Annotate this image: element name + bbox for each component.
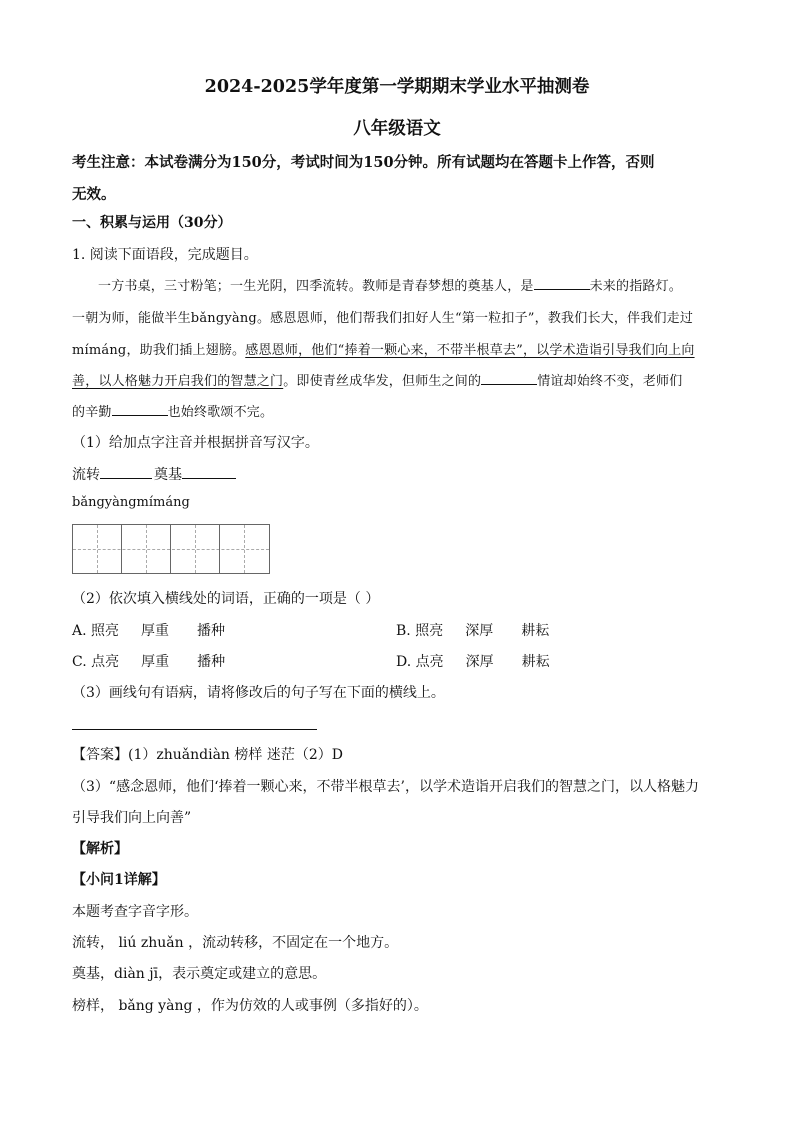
answer-line-1: 【答案】(1）zhuǎndiàn 榜样 迷茫（2）D xyxy=(72,747,343,763)
sub-question-3: （3）画线句有语病，请将修改后的句子写在下面的横线上。 xyxy=(72,685,445,701)
passage-text: 的辛勤 xyxy=(72,405,112,420)
underlined-sentence: 善，以人格魅力开启我们的智慧之门 xyxy=(72,374,284,389)
passage-line-3 xyxy=(72,339,695,358)
option-word: 深厚 xyxy=(465,623,494,639)
passage-text: 未来的指路灯。 xyxy=(589,279,683,294)
passage-text: 也始终歌颂不完。 xyxy=(167,405,274,420)
option-word: 播种 xyxy=(197,654,226,670)
underlined-sentence: 感恩恩师，他们“捧着一颗心来，不带半根草去”，以学术造诣引导我们向上向 xyxy=(245,343,695,358)
option-word: 深厚 xyxy=(465,654,494,670)
option-word: 厚重 xyxy=(141,623,170,639)
grid-cell[interactable] xyxy=(171,525,220,573)
answer-blank-2[interactable] xyxy=(182,466,236,479)
passage-line-4 xyxy=(72,370,682,389)
option-word: 厚重 xyxy=(141,654,170,670)
option-label: A. 照亮 xyxy=(72,623,120,639)
option-d[interactable] xyxy=(396,651,550,671)
passage-line-2: 一朝为师，能做半生bǎngyàng。感恩恩师，他们帮我们扣好人生“第一粒扣子”，教我们长大，伴我们走过 xyxy=(72,311,694,326)
passage-text: 情谊却始终不变，老师们 xyxy=(537,374,683,389)
detail-intro: 本题考查字音字形。 xyxy=(72,904,198,920)
option-c[interactable] xyxy=(72,651,225,671)
passage-line-5 xyxy=(72,401,273,420)
answer-line-3: 引导我们向上向善” xyxy=(72,810,192,826)
exam-notice-line2: 无效。 xyxy=(72,186,116,203)
grid-cell[interactable] xyxy=(122,525,171,573)
detail-item-1: 流转， liú zhuǎn ，流动转移，不固定在一个地方。 xyxy=(72,935,399,951)
answer-line-2: （3）“感念恩师，他们‘捧着一颗心来，不带半根草去’，以学术造诣开启我们的智慧之门，以人格魅力 xyxy=(72,779,699,795)
detail-item-3: 榜样， bǎng yàng ，作为仿效的人或事例（多指好的）。 xyxy=(72,998,428,1014)
detail-item-2: 奠基，diàn jī，表示奠定或建立的意思。 xyxy=(72,966,327,982)
option-word: 播种 xyxy=(197,623,226,639)
analysis-heading: 【解析】 xyxy=(72,841,128,857)
page-title: 2024-2025学年度第一学期期末学业水平抽测卷 xyxy=(204,77,590,97)
dotted-words-row xyxy=(72,464,236,484)
page-subtitle: 八年级语文 xyxy=(353,119,441,139)
passage-text: 一方书桌，三寸粉笔；一生光阴，四季流转。教师是青春梦想的奠基人，是 xyxy=(98,279,534,294)
option-label: D. 点亮 xyxy=(396,654,444,670)
question-stem: 1. 阅读下面语段，完成题目。 xyxy=(72,247,258,263)
fill-blank-3[interactable] xyxy=(112,403,168,416)
sub-question-2: （2）依次填入横线处的词语，正确的一项是（ ） xyxy=(72,591,380,607)
exam-notice-line1: 考生注意：本试卷满分为150分，考试时间为150分钟。所有试题均在答题卡上作答，否则 xyxy=(72,154,655,171)
grid-cell[interactable] xyxy=(73,525,122,573)
sub-question-1: （1）给加点字注音并根据拼音写汉字。 xyxy=(72,435,319,451)
answer-blank-1[interactable] xyxy=(100,466,152,479)
option-word: 耕耘 xyxy=(521,654,550,670)
pinyin-line: bǎngyàngmímáng xyxy=(72,495,190,510)
word-liuzhuan: 流转 xyxy=(72,467,100,483)
answer-writing-line[interactable] xyxy=(72,729,317,730)
detail-heading: 【小问1详解】 xyxy=(72,872,166,888)
option-label: B. 照亮 xyxy=(396,623,444,639)
option-a[interactable] xyxy=(72,620,225,640)
passage-text: 。即使青丝成华发，但师生之间的 xyxy=(283,374,482,389)
option-word: 耕耘 xyxy=(521,623,550,639)
character-writing-grid[interactable] xyxy=(72,524,270,574)
fill-blank-1[interactable] xyxy=(534,277,590,290)
section-heading: 一、积累与运用（30分） xyxy=(72,215,232,231)
option-label: C. 点亮 xyxy=(72,654,120,670)
option-b[interactable] xyxy=(396,620,549,640)
passage-text: mímáng，助我们插上翅膀。 xyxy=(72,343,246,358)
passage-line-1 xyxy=(98,275,682,294)
fill-blank-2[interactable] xyxy=(481,372,537,385)
word-dianji: 奠基 xyxy=(154,467,182,483)
grid-cell[interactable] xyxy=(220,525,269,573)
